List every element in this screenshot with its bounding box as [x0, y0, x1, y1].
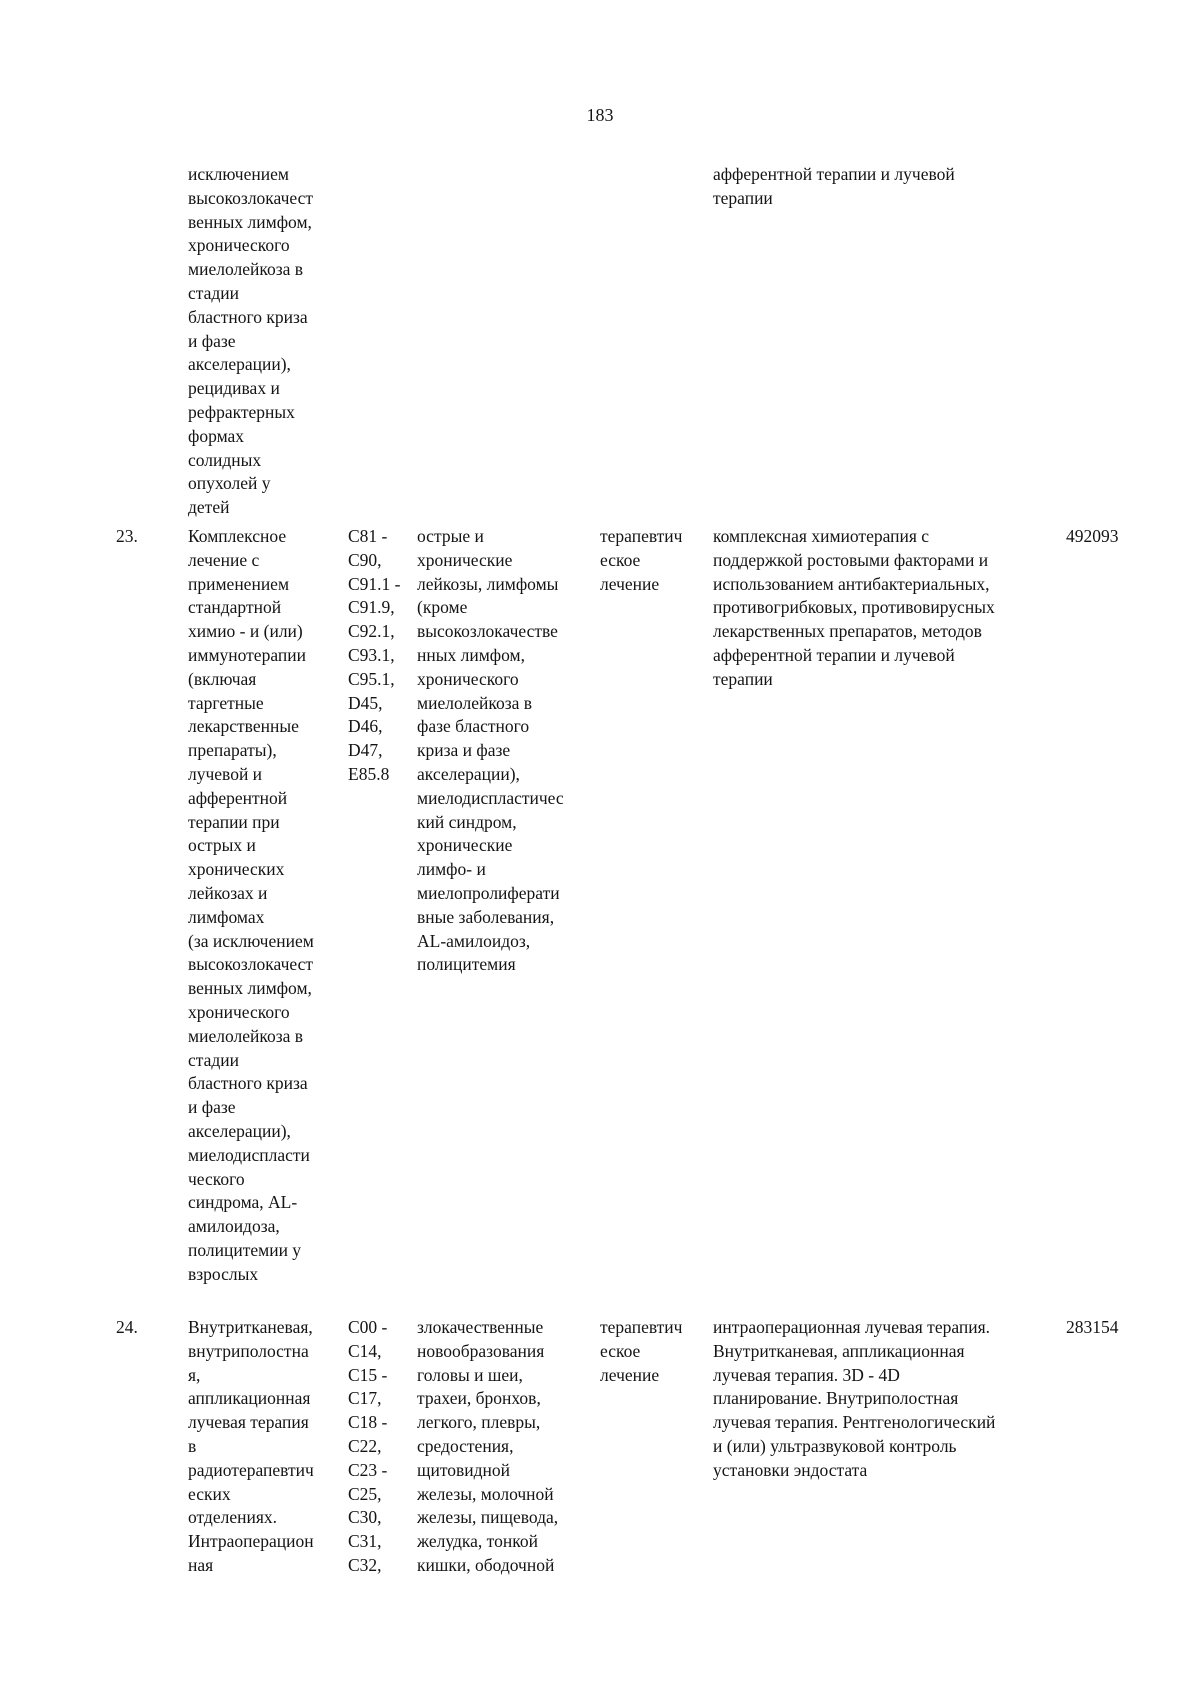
treatment-method: интраоперационная лучевая терапия. Внутритканевая, аппликационная лучевая терапия. 3D - 4D планирование. Внутриполостная лучевая терапия. Рентгенологический и (или) ультразвуковой контроль установки эндостата	[713, 1317, 996, 1480]
cost-value: 492093	[1066, 526, 1119, 546]
diagnosis: острые и хронические лейкозы, лимфомы (кроме высокозлокачестве нных лимфом, хронического миелолейкоза в фазе бластного криза и фазе акселерации), миелодиспластичес кий синдром, хронические лимфо- и миелопролиферати вные заболевания, AL-амилоидоз, полицитемия	[417, 526, 564, 975]
icd-codes: C00 - C14, C15 - C17, C18 - C22, C23 - C25, C30, C31, C32,	[348, 1317, 388, 1575]
treatment-method: комплексная химиотерапия с поддержкой ростовыми факторами и использованием антибактериальных, противогрибковых, противовирусных лекарственных препаратов, методов афферентной терапии и лучевой терапии	[713, 526, 995, 689]
treatment-type: терапевтич еское лечение	[600, 526, 683, 594]
cost-value: 283154	[1066, 1317, 1119, 1337]
row-number: 24.	[116, 1317, 138, 1337]
service-name: Комплексное лечение с применением стандартной химио - и (или) иммунотерапии (включая таргетные лекарственные препараты), лучевой и афферентной терапии при острых и хронических лейкозах и лимфомах (за исключением высокозлокачест венных лимфом, хронического миелолейкоза в стадии бластного криза и фазе акселерации), миелодиспласти ческого синдрома, AL- амилоидоза, полицитемии у взрослых	[188, 526, 314, 1284]
icd-codes: C81 - C90, C91.1 - C91.9, C92.1, C93.1, C95.1, D45, D46, D47, E85.8	[348, 526, 401, 784]
continued-service-name: исключением высокозлокачест венных лимфом, хронического миелолейкоза в стадии бластного криза и фазе акселерации), рецидивах и рефрактерных формах солидных опухолей у детей	[188, 164, 314, 518]
continued-treatment-method: афферентной терапии и лучевой терапии	[713, 164, 955, 208]
page-number: 183	[586, 105, 614, 125]
row-number: 23.	[116, 526, 138, 546]
diagnosis: злокачественные новообразования головы и шеи, трахеи, бронхов, легкого, плевры, средостения, щитовидной железы, молочной железы, пищевода, желудка, тонкой кишки, ободочной	[417, 1317, 559, 1575]
treatment-type: терапевтич еское лечение	[600, 1317, 683, 1385]
service-name: Внутритканевая, внутриполостна я, аппликационная лучевая терапия в радиотерапевтич еских отделениях. Интраоперацион ная	[188, 1317, 314, 1575]
